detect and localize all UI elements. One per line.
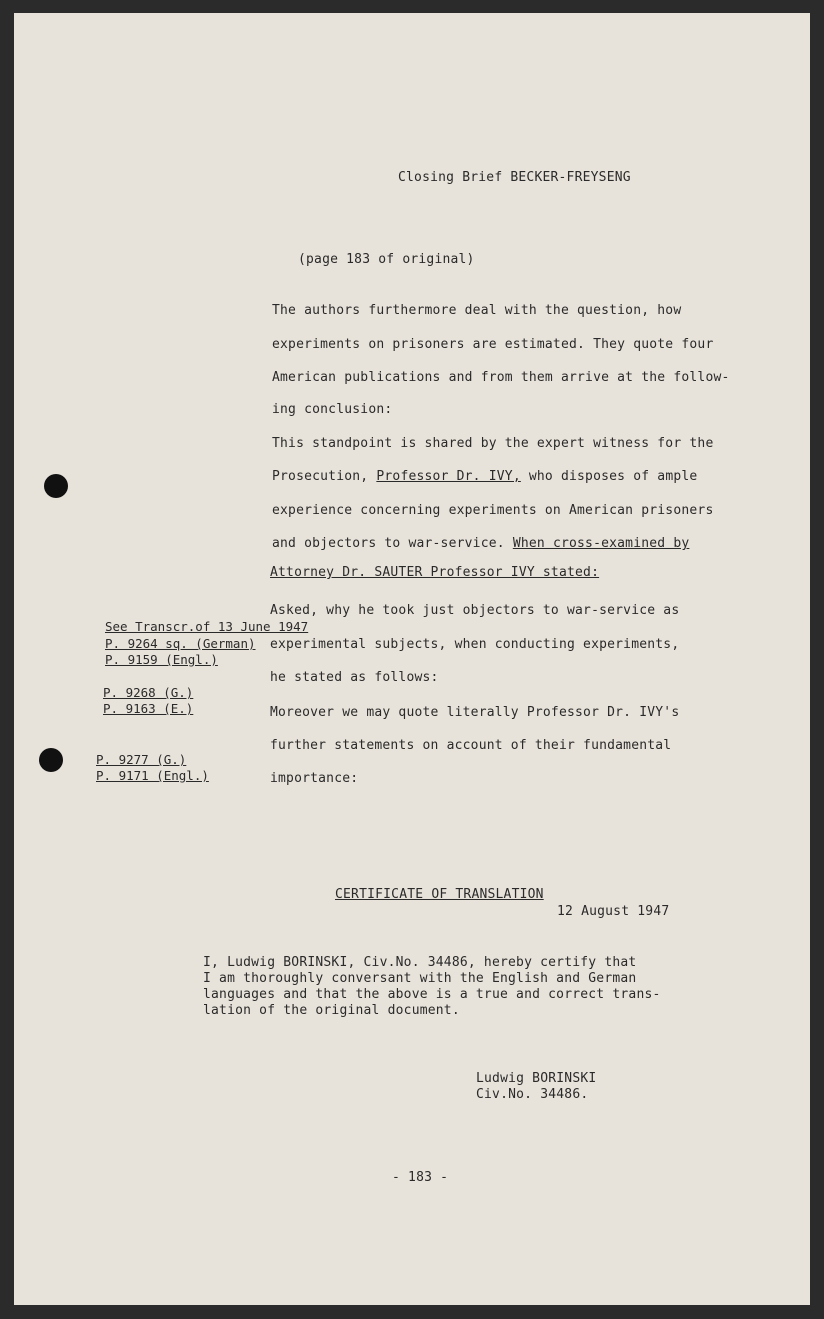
signature-civ-number: Civ.No. 34486. bbox=[476, 1087, 589, 1102]
margin-note: P. 9264 sq. (German) bbox=[105, 636, 256, 651]
body-line: experimental subjects, when conducting experiments, bbox=[270, 637, 680, 652]
margin-note: P. 9163 (E.) bbox=[103, 701, 194, 716]
certificate-title: CERTIFICATE OF TRANSLATION bbox=[335, 887, 544, 902]
body-line: Moreover we may quote literally Professor Dr. IVY's bbox=[270, 705, 680, 720]
punch-hole bbox=[39, 748, 63, 772]
body-line: American publications and from them arrive at the follow- bbox=[272, 370, 730, 385]
margin-note: P. 9277 (G.) bbox=[96, 752, 187, 767]
certificate-date: 12 August 1947 bbox=[557, 904, 670, 919]
certificate-line: I, Ludwig BORINSKI, Civ.No. 34486, hereby certify that bbox=[203, 955, 637, 970]
body-line: he stated as follows: bbox=[270, 670, 439, 685]
witness-name: Professor Dr. IVY, bbox=[376, 469, 521, 484]
certificate-line: languages and that the above is a true and correct trans- bbox=[203, 987, 661, 1002]
body-line: further statements on account of their fundamental bbox=[270, 738, 672, 753]
margin-note: P. 9268 (G.) bbox=[103, 685, 194, 700]
page-number: - 183 - bbox=[392, 1170, 449, 1185]
body-line: This standpoint is shared by the expert witness for the bbox=[272, 436, 714, 451]
body-line: Prosecution, Professor Dr. IVY, who disposes of ample bbox=[272, 469, 698, 484]
certificate-line: lation of the original document. bbox=[203, 1003, 460, 1018]
body-line: experiments on prisoners are estimated. They quote four bbox=[272, 337, 714, 352]
certificate-line: I am thoroughly conversant with the English and German bbox=[203, 971, 637, 986]
page-reference: (page 183 of original) bbox=[298, 252, 475, 267]
body-line: importance: bbox=[270, 771, 359, 786]
body-line: ing conclusion: bbox=[272, 402, 393, 417]
body-line: experience concerning experiments on American prisoners bbox=[272, 503, 714, 518]
margin-note: P. 9159 (Engl.) bbox=[105, 652, 218, 667]
body-line: The authors furthermore deal with the question, how bbox=[272, 303, 682, 318]
punch-hole bbox=[44, 474, 68, 498]
body-line: Asked, why he took just objectors to war-service as bbox=[270, 603, 680, 618]
body-line: Attorney Dr. SAUTER Professor IVY stated: bbox=[270, 565, 600, 580]
margin-note: P. 9171 (Engl.) bbox=[96, 768, 209, 783]
signature-name: Ludwig BORINSKI bbox=[476, 1071, 597, 1086]
margin-note: See Transcr.of 13 June 1947 bbox=[105, 619, 309, 634]
document-title: Closing Brief BECKER-FREYSENG bbox=[398, 170, 631, 185]
body-line: and objectors to war-service. When cross-examined by bbox=[272, 536, 690, 551]
